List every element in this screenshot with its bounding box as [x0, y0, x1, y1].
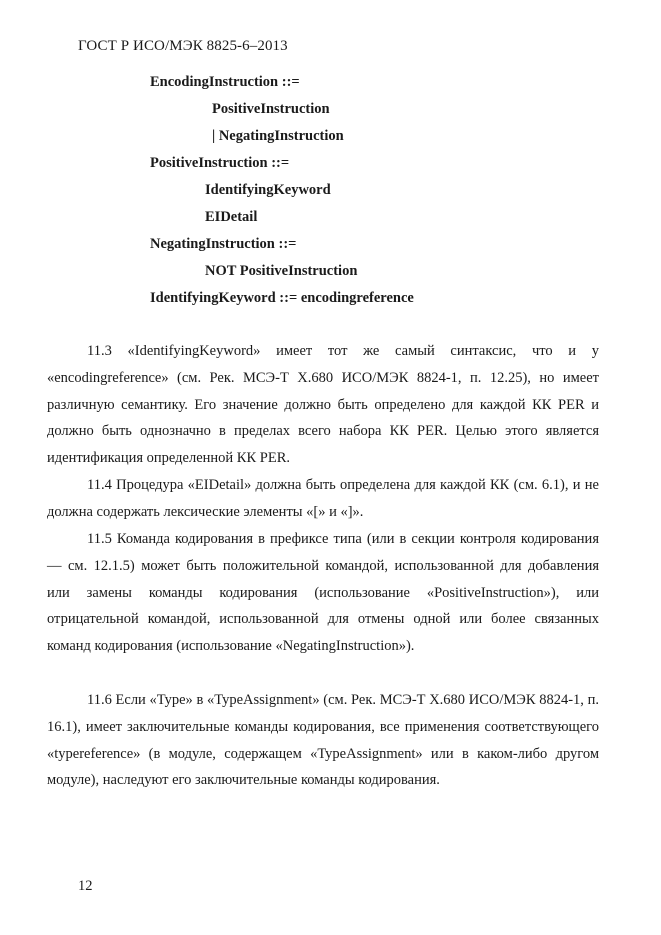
grammar-line-not-positive: NOT PositiveInstruction	[205, 263, 358, 279]
page-number: 12	[78, 878, 93, 894]
paragraph-11-4-text: 11.4 Процедура «EIDetail» должна быть определена для каждой КК (см. 6.1), и не должна содержать лексические элементы «[» и «]».	[47, 477, 599, 520]
paragraph-11-6	[47, 687, 599, 794]
paragraph-11-3	[47, 338, 599, 472]
document-header: ГОСТ Р ИСО/МЭК 8825-6–2013	[78, 38, 288, 54]
paragraph-11-5	[47, 526, 599, 660]
grammar-line-negating-alternative: | NegatingInstruction	[212, 128, 344, 144]
paragraph-11-4	[47, 472, 599, 526]
grammar-line-positive-alternative: PositiveInstruction	[212, 101, 330, 117]
grammar-line-identifying-keyword: IdentifyingKeyword	[205, 182, 331, 198]
grammar-line-positive-instruction: PositiveInstruction ::=	[150, 155, 290, 171]
grammar-line-identifying-keyword-def: IdentifyingKeyword ::= encodingreference	[150, 290, 414, 306]
paragraph-11-3-text: 11.3 «IdentifyingKeyword» имеет тот же самый синтаксис, что и у «encodingreference» (см. Рек. МСЭ-Т X.680 ИСО/МЭК 8824-1, п. 12.25), но имеет различную семантику. Его значение должно быть определено для каждой КК PER и должно быть однозначно в пределах всего набора КК PER. Целью этого является идентификация определенной КК PER.	[47, 343, 599, 467]
grammar-line-encoding-instruction: EncodingInstruction ::=	[150, 74, 300, 90]
paragraph-11-5-text: 11.5 Команда кодирования в префиксе типа (или в секции контроля кодирования — см. 12.1.5) может быть положительной командой, использованной для добавления или замены команды кодирования (использование «PositiveInstruction»), или отрицательной командой, использованной для отмены одной или более связанных команд кодирования (использование «NegatingInstruction»).	[47, 531, 599, 655]
grammar-line-negating-instruction: NegatingInstruction ::=	[150, 236, 297, 252]
paragraph-11-6-text: 11.6 Если «Type» в «TypeAssignment» (см. Рек. МСЭ-Т X.680 ИСО/МЭК 8824-1, п. 16.1), имеет заключительные команды кодирования, все применения соответствующего «typereference» (в модуле, содержащем «TypeAssignment» или в каком-либо другом модуле), наследуют его заключительные команды кодирования.	[47, 692, 599, 789]
grammar-line-eidetail: EIDetail	[205, 209, 258, 225]
